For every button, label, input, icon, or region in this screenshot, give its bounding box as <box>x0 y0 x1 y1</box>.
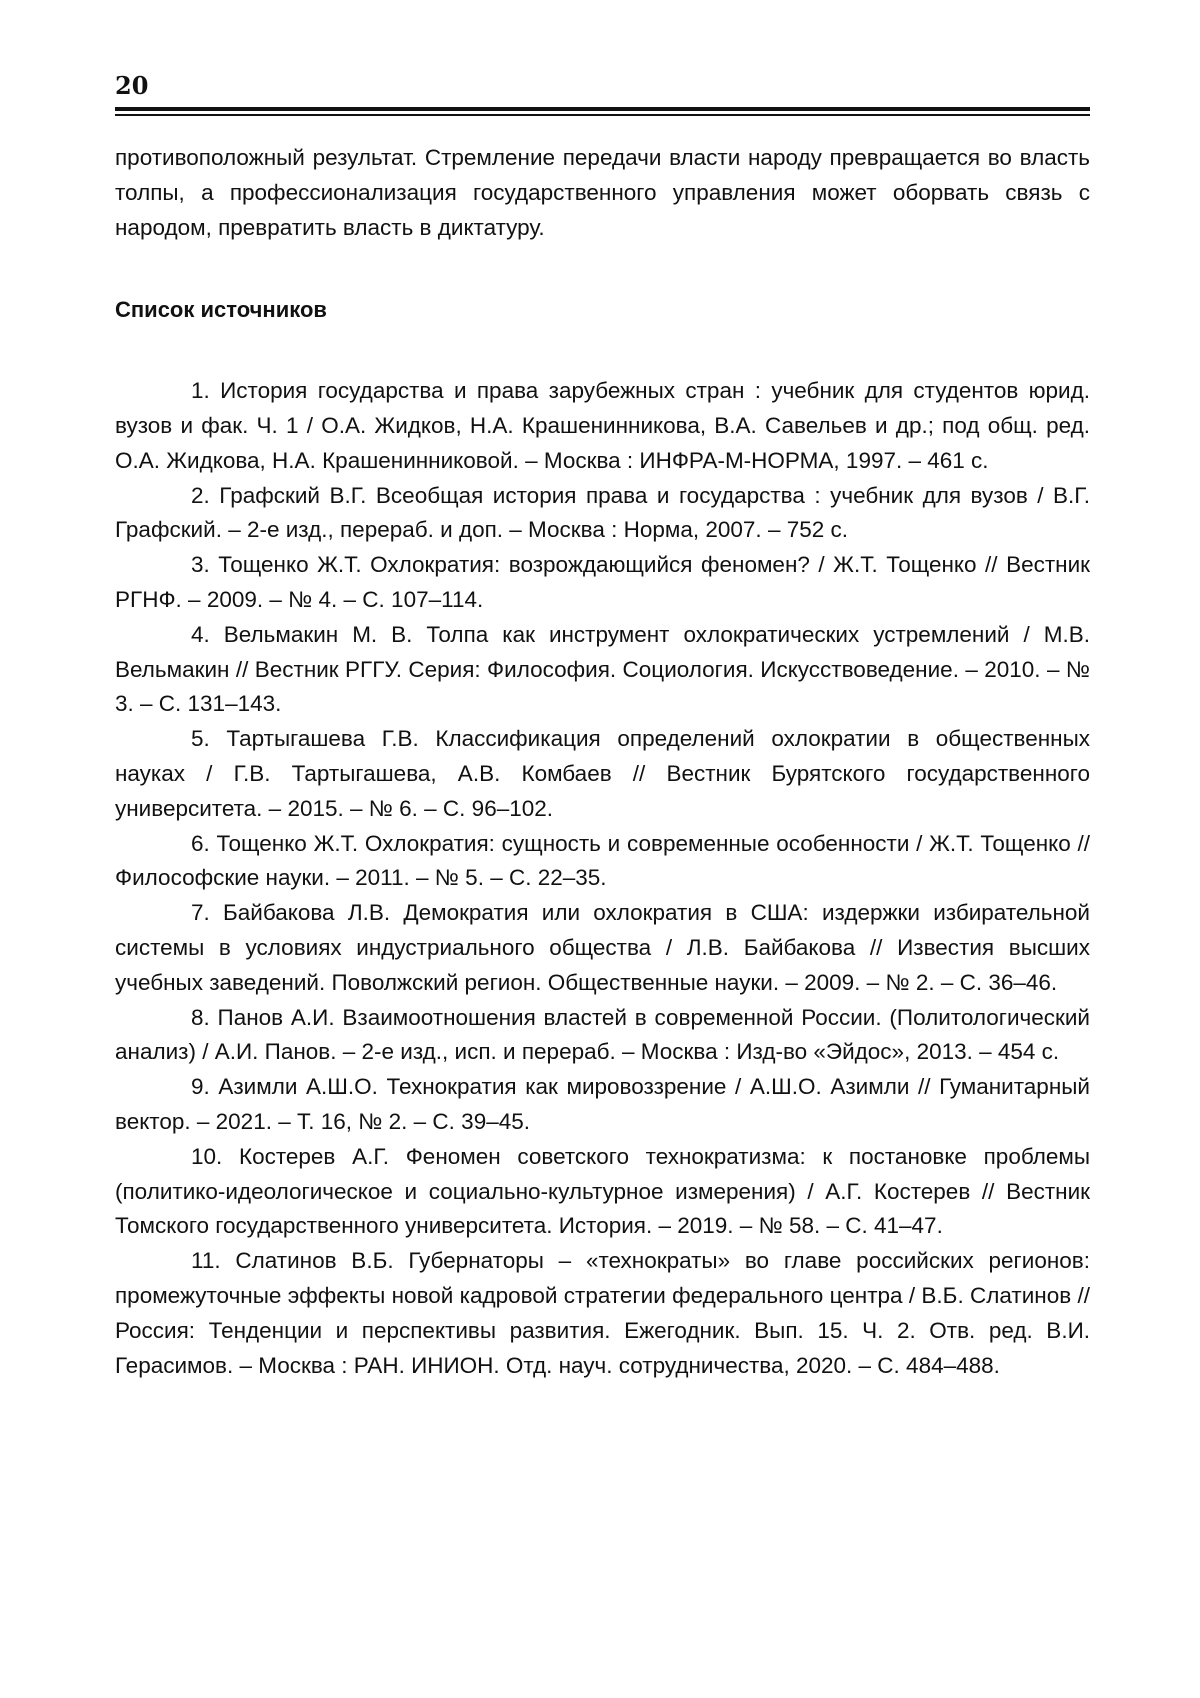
reference-item-11: 11. Слатинов В.Б. Губернаторы – «технократы» во главе российских регионов: промежуточные эффекты новой кадровой стратегии федерального центра / В.Б. Слатинов // Россия: Тенденции и перспективы развития. Ежегодник. Вып. 15. Ч. 2. Отв. ред. В.И. Герасимов. – Москва : РАН. ИНИОН. Отд. науч. сотрудничества, 2020. – С. 484–488. <box>115 1248 1090 1378</box>
page-number: 20 <box>115 71 149 100</box>
spacer <box>115 328 1090 374</box>
reference-item-1: 1. История государства и права зарубежных стран : учебник для студентов юрид. вузов и фак. Ч. 1 / О.А. Жидков, Н.А. Крашенинникова, В.А. Савельев и др.; под общ. ред. О.А. Жидкова, Н.А. Крашенинниковой. – Москва : ИНФРА-М-НОРМА, 1997. – 461 с. <box>115 378 1090 473</box>
intro-paragraph: противоположный результат. Стремление передачи власти народу превращается во власть толпы, а профессионализация государственного управления может оборвать связь с народом, превратить власть в диктатуру. <box>115 145 1090 240</box>
reference-item-6: 6. Тощенко Ж.Т. Охлократия: сущность и современные особенности / Ж.Т. Тощенко // Философские науки. – 2011. – № 5. – С. 22–35. <box>115 830 1090 891</box>
references-heading: Список источников <box>115 297 327 323</box>
header-rule-thin <box>115 114 1090 116</box>
spacer <box>115 245 1090 293</box>
header-rule-thick <box>115 107 1090 111</box>
reference-item-9: 9. Азимли А.Ш.О. Технократия как мировоззрение / А.Ш.О. Азимли // Гуманитарный вектор. – 2021. – Т. 16, № 2. – С. 39–45. <box>115 1074 1090 1134</box>
reference-item-10: 10. Костерев А.Г. Феномен советского технократизма: к постановке проблемы (политико-идеологическое и социально-культурное измерения) / А.Г. Костерев // Вестник Томского государственного университета. История. – 2019. – № 58. – С. 41–47. <box>115 1143 1090 1239</box>
page-body <box>115 141 1090 1383</box>
reference-item-7: 7. Байбакова Л.В. Демократия или охлократия в США: издержки избирательной системы в условиях индустриального общества / Л.В. Байбакова // Известия высших учебных заведений. Поволжский регион. Общественные науки. – 2009. – № 2. – С. 36–46. <box>115 900 1090 995</box>
reference-item-2: 2. Графский В.Г. Всеобщая история права и государства : учебник для вузов / В.Г. Графский. – 2-е изд., перераб. и доп. – Москва : Норма, 2007. – 752 с. <box>115 482 1090 543</box>
reference-item-5: 5. Тартыгашева Г.В. Классификация определений охлократии в общественных науках / Г.В. Тартыгашева, А.В. Комбаев // Вестник Бурятского государственного университета. – 2015. – № 6. – С. 96–102. <box>115 726 1090 821</box>
reference-item-8: 8. Панов А.И. Взаимоотношения властей в современной России. (Политологический анализ) / А.И. Панов. – 2-е изд., исп. и перераб. – Москва : Изд-во «Эйдос», 2013. – 454 с. <box>115 1004 1090 1065</box>
reference-item-4: 4. Вельмакин М. В. Толпа как инструмент охлократических устремлений / М.В. Вельмакин // Вестник РГГУ. Серия: Философия. Социология. Искусствоведение. – 2010. – № 3. – С. 131–143. <box>115 621 1090 717</box>
reference-item-3: 3. Тощенко Ж.Т. Охлократия: возрождающийся феномен? / Ж.Т. Тощенко // Вестник РГНФ. – 2009. – № 4. – С. 107–114. <box>115 552 1090 612</box>
